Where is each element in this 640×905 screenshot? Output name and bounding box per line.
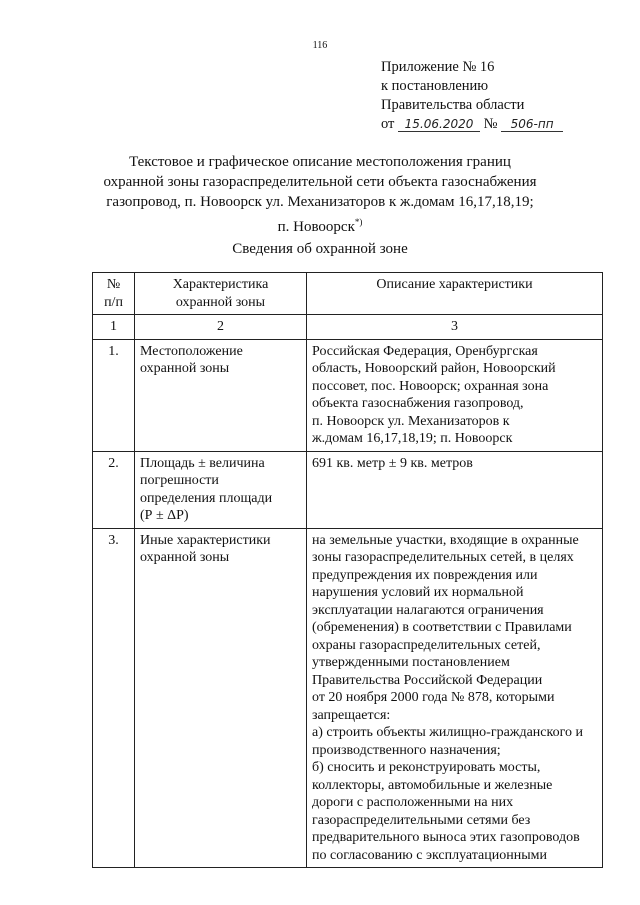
characteristic-line: Иные характеристики: [140, 532, 271, 548]
description-line: нарушения условий их нормальной: [312, 585, 524, 600]
description-line: поссовет, пос. Новоорск; охранная зона: [312, 378, 549, 394]
title-line-last: [80, 212, 560, 237]
zone-table: [92, 272, 603, 868]
description-line: дороги с расположенными на них: [312, 795, 514, 810]
description-line: Российская Федерация, Оренбургская: [312, 343, 538, 359]
appendix-line: к постановлению: [381, 78, 489, 94]
column-number-row: [93, 315, 603, 340]
appendix-line: Приложение № 16: [381, 59, 495, 75]
description-line: область, Новоорский район, Новоорский: [312, 361, 556, 376]
appendix-header: [381, 58, 563, 134]
characteristic-cell: [135, 339, 307, 451]
number-prefix: №: [483, 116, 498, 132]
appendix-line: Правительства области: [381, 97, 525, 113]
description-line: предупреждения их повреждения или: [312, 567, 538, 583]
title-line: п. Новоорск: [277, 219, 355, 235]
description-line: п. Новоорск ул. Механизаторов к: [312, 413, 510, 429]
column-number-cell: 1: [93, 315, 135, 340]
description-line: зоны газораспределительных сетей, в целях: [312, 550, 574, 565]
handwritten-date: 15.06.2020: [398, 117, 480, 132]
description-line: ж.домам 16,17,18,19; п. Новоорск: [312, 431, 513, 446]
header-cell-number: № п/п: [93, 273, 135, 315]
row-number-cell: 2.: [93, 451, 135, 528]
description-line: охраны газораспределительных сетей,: [312, 637, 541, 653]
appendix-date-line: [381, 115, 563, 134]
characteristic-cell: [135, 451, 307, 528]
description-cell: [307, 451, 603, 528]
row-number-cell: 3.: [93, 528, 135, 868]
characteristic-cell: [135, 528, 307, 868]
description-line: эксплуатации налагаются ограничения: [312, 602, 544, 618]
characteristic-line: Площадь ± величина: [140, 455, 265, 471]
document-title: [80, 152, 560, 237]
description-line: газораспределительными сетями без: [312, 812, 531, 828]
description-line: коллекторы, автомобильные и железные: [312, 777, 553, 793]
header-cell-characteristic: Характеристика охранной зоны: [135, 273, 307, 315]
description-line: объекта газоснабжения газопровод,: [312, 396, 524, 411]
title-line: охранной зоны газораспределительной сети объекта газоснабжения: [103, 174, 537, 190]
description-line: запрещается:: [312, 707, 391, 723]
characteristic-line: (Р ± ΔР): [140, 508, 189, 523]
characteristic-line: охранной зоны: [140, 361, 230, 376]
description-line: предварительного выноса этих газопроводов: [312, 830, 580, 845]
column-number-cell: 3: [307, 315, 603, 340]
description-line: производственного назначения;: [312, 742, 501, 758]
section-title: Сведения об охранной зоне: [232, 241, 408, 257]
characteristic-line: определения площади: [140, 490, 273, 506]
description-cell: [307, 528, 603, 868]
table-row: [93, 528, 603, 868]
description-line: на земельные участки, входящие в охранные: [312, 532, 579, 548]
table-row: [93, 451, 603, 528]
description-line: по согласованию с эксплуатационными: [312, 847, 547, 863]
handwritten-number: 506-пп: [501, 117, 563, 132]
column-number-cell: 2: [135, 315, 307, 340]
characteristic-line: Местоположение: [140, 343, 243, 359]
description-line: Правительства Российской Федерации: [312, 672, 543, 688]
description-line: (обременения) в соответствии с Правилами: [312, 620, 572, 635]
footnote-mark: *): [354, 217, 363, 227]
characteristic-line: охранной зоны: [140, 550, 230, 565]
title-line: газопровод, п. Новоорск ул. Механизаторов к ж.домам 16,17,18,19;: [106, 194, 534, 210]
description-line: б) сносить и реконструировать мосты,: [312, 760, 541, 775]
header-cell-description: Описание характеристики: [307, 273, 603, 315]
description-line: от 20 ноября 2000 года № 878, которыми: [312, 690, 555, 705]
date-prefix: от: [381, 116, 395, 132]
description-line: 691 кв. метр ± 9 кв. метров: [312, 455, 473, 471]
characteristic-line: погрешности: [140, 473, 219, 488]
table-row: [93, 339, 603, 451]
row-number-cell: 1.: [93, 339, 135, 451]
page-number: 116: [312, 40, 328, 51]
description-line: а) строить объекты жилищно-гражданского и: [312, 725, 583, 740]
title-line: Текстовое и графическое описание местоположения границ: [129, 154, 511, 170]
table-header-row: [93, 273, 603, 315]
description-line: утвержденными постановлением: [312, 655, 510, 670]
description-cell: [307, 339, 603, 451]
